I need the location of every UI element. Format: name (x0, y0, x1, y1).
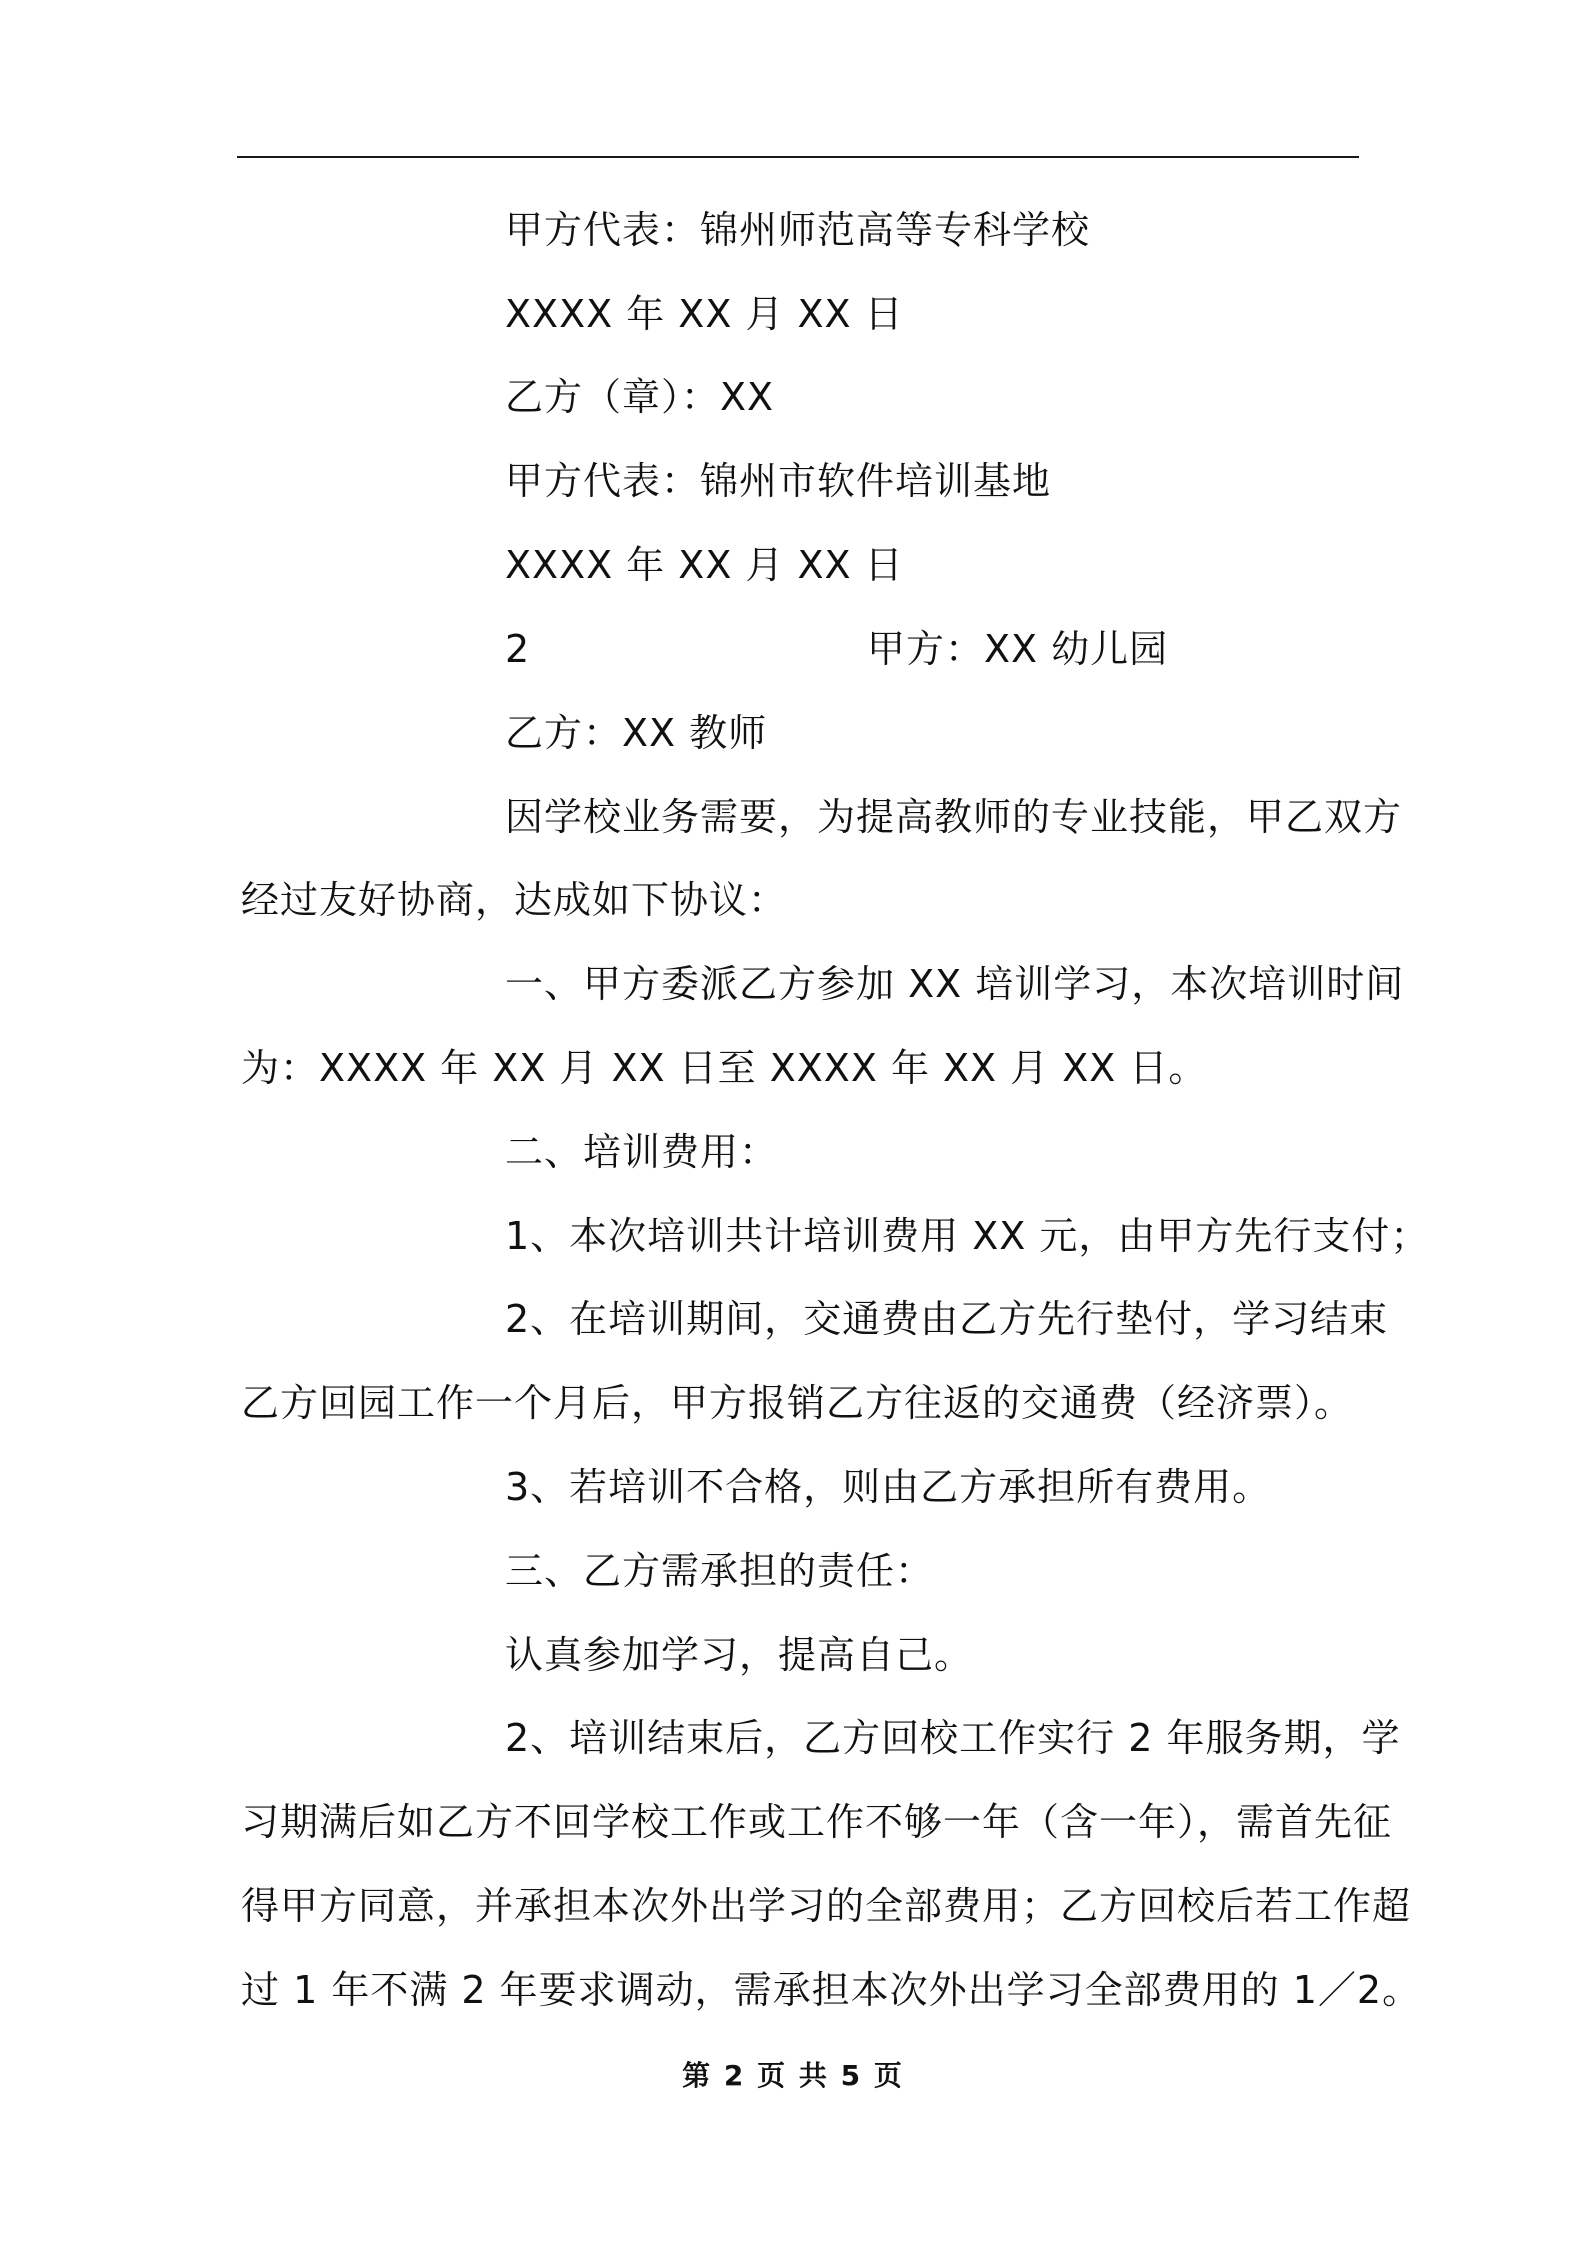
party-a-representative-1: 甲方代表：锦州师范高等专科学校 (505, 208, 1091, 252)
clause-2-heading: 二、培训费用： (505, 1130, 779, 1174)
party-a-representative-2: 甲方代表：锦州市软件培训基地 (505, 459, 1052, 503)
party-a-line: 甲方：XX 幼儿园 (867, 627, 1169, 671)
clause-3-item-1: 认真参加学习，提高自己。 (505, 1633, 974, 1677)
date-line-1: XXXX 年 XX 月 XX 日 (505, 292, 904, 336)
party-b-seal-line: 乙方（章）：XX (505, 375, 775, 419)
clause-3-item-2-line-4: 过 1 年不满 2 年要求调动，需承担本次外出学习全部费用的 1／2。 (241, 1968, 1422, 2012)
party-b-line: 乙方：XX 教师 (505, 711, 768, 755)
clause-3-item-2-line-3: 得甲方同意，并承担本次外出学习的全部费用；乙方回校后若工作超 (241, 1884, 1412, 1928)
intro-paragraph-line-1: 因学校业务需要，为提高教师的专业技能，甲乙双方 (505, 795, 1403, 839)
clause-2-item-2-line-2: 乙方回园工作一个月后，甲方报销乙方往返的交通费（经济票）。 (241, 1381, 1354, 1425)
clause-1-line-1: 一、甲方委派乙方参加 XX 培训学习，本次培训时间 (505, 962, 1405, 1006)
page-number-footer: 第 2 页 共 5 页 (682, 2059, 904, 2092)
clause-3-heading: 三、乙方需承担的责任： (505, 1549, 935, 1593)
clause-2-item-3: 3、若培训不合格，则由乙方承担所有费用。 (505, 1465, 1272, 1509)
intro-paragraph-line-2: 经过友好协商，达成如下协议： (241, 878, 788, 922)
clause-3-item-2-line-2: 习期满后如乙方不回学校工作或工作不够一年（含一年），需首先征 (241, 1800, 1393, 1844)
header-rule (237, 156, 1359, 158)
section-number: 2 (505, 627, 531, 671)
clause-3-item-2-line-1: 2、培训结束后，乙方回校工作实行 2 年服务期，学 (505, 1716, 1401, 1760)
date-line-2: XXXX 年 XX 月 XX 日 (505, 543, 904, 587)
clause-2-item-1: 1、本次培训共计培训费用 XX 元，由甲方先行支付； (505, 1214, 1430, 1258)
clause-1-line-2: 为：XXXX 年 XX 月 XX 日至 XXXX 年 XX 月 XX 日。 (241, 1046, 1208, 1090)
clause-2-item-2-line-1: 2、在培训期间，交通费由乙方先行垫付，学习结束 (505, 1297, 1389, 1341)
